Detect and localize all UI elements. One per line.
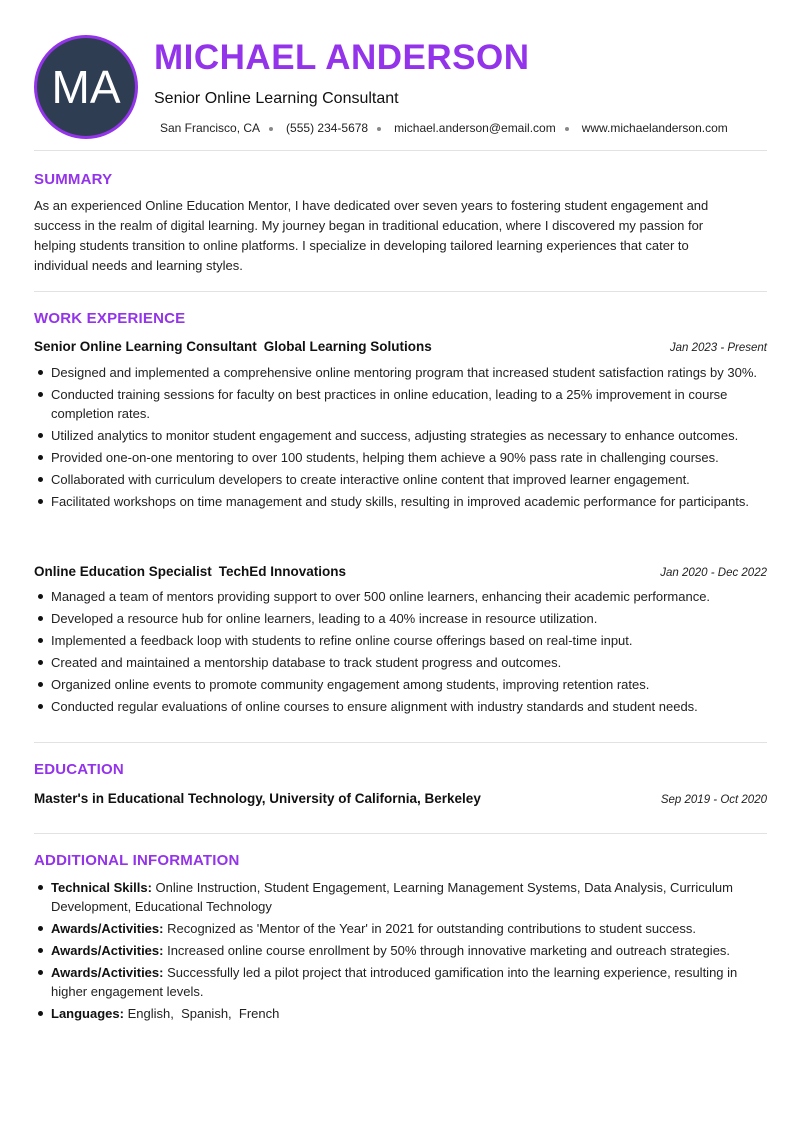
list-item: Created and maintained a mentorship database to track student progress and outcomes. — [34, 653, 767, 672]
list-item — [34, 878, 767, 916]
item-label: Awards/Activities: — [51, 943, 164, 958]
separator-dot — [565, 127, 569, 131]
item-text: Online Instruction, Student Engagement, Learning Management Systems, Data Analysis, Curriculum Development, Educational Technology — [51, 880, 733, 914]
job-dates: Jan 2023 - Present — [669, 342, 767, 354]
item-label: Technical Skills: — [51, 880, 152, 895]
divider — [34, 833, 767, 834]
education-degree: Master's in Educational Technology, University of California, Berkeley — [34, 791, 481, 806]
item-label: Awards/Activities: — [51, 965, 164, 980]
contact-website[interactable]: www.michaelanderson.com — [581, 121, 728, 135]
job-dates: Jan 2020 - Dec 2022 — [660, 567, 767, 579]
job-bullets — [34, 363, 767, 514]
item-label: Awards/Activities: — [51, 921, 164, 936]
list-item: Implemented a feedback loop with students to refine online course offerings based on real-time input. — [34, 631, 767, 650]
list-item: Organized online events to promote community engagement among students, improving retention rates. — [34, 675, 767, 694]
contact-location: San Francisco, CA — [160, 121, 261, 135]
avatar-initials: MA — [51, 61, 121, 113]
list-item — [34, 1004, 767, 1023]
list-item: Conducted training sessions for faculty on best practices in online education, leading to a 25% improvement in course completion rates. — [34, 385, 767, 423]
list-item: Designed and implemented a comprehensive online mentoring program that increased student satisfaction ratings by 30%. — [34, 363, 767, 382]
additional-list — [34, 878, 767, 1026]
list-item — [34, 941, 767, 960]
list-item — [34, 919, 767, 938]
item-text: English, Spanish, French — [127, 1006, 280, 1021]
list-item: Managed a team of mentors providing support to over 500 online learners, enhancing their academic performance. — [34, 587, 767, 606]
contact-email[interactable]: michael.anderson@email.com — [394, 121, 556, 135]
item-label: Languages: — [51, 1006, 124, 1021]
list-item: Conducted regular evaluations of online courses to ensure alignment with industry standards and student needs. — [34, 697, 767, 716]
candidate-title: Senior Online Learning Consultant — [154, 90, 399, 107]
education-heading: EDUCATION — [34, 761, 124, 778]
list-item: Collaborated with curriculum developers to create interactive online content that improved learner engagement. — [34, 470, 767, 489]
job-role: Senior Online Learning Consultant — [34, 339, 257, 354]
education-entry — [34, 790, 767, 809]
candidate-name: MICHAEL ANDERSON — [154, 38, 530, 77]
list-item: Utilized analytics to monitor student engagement and success, adjusting strategies as necessary to enhance outcomes. — [34, 426, 767, 445]
job-header — [34, 338, 767, 357]
separator-dot — [377, 127, 381, 131]
list-item — [34, 963, 767, 1001]
divider — [34, 291, 767, 292]
education-dates: Sep 2019 - Oct 2020 — [660, 794, 767, 806]
list-item: Developed a resource hub for online learners, leading to a 40% increase in resource utilization. — [34, 609, 767, 628]
summary-heading: SUMMARY — [34, 171, 113, 188]
item-text: Increased online course enrollment by 50% through innovative marketing and outreach strategies. — [167, 943, 731, 958]
separator-dot — [269, 127, 273, 131]
additional-heading: ADDITIONAL INFORMATION — [34, 852, 240, 869]
job-role: Online Education Specialist — [34, 564, 212, 579]
list-item: Provided one-on-one mentoring to over 100 students, helping them achieve a 90% pass rate in challenging courses. — [34, 448, 767, 467]
divider — [34, 742, 767, 743]
contact-row — [160, 120, 728, 136]
experience-heading: WORK EXPERIENCE — [34, 310, 186, 327]
item-text: Successfully led a pilot project that introduced gamification into the learning experience, resulting in higher engagement levels. — [51, 965, 738, 999]
job-header — [34, 563, 767, 582]
list-item: Facilitated workshops on time management and study skills, resulting in improved academic performance for participants. — [34, 492, 767, 511]
job-company: TechEd Innovations — [218, 564, 347, 579]
item-text: Recognized as 'Mentor of the Year' in 2021 for outstanding contributions to student success. — [167, 921, 696, 936]
summary-text: As an experienced Online Education Mentor, I have dedicated over seven years to fostering student engagement and success in the realm of digital learning. My journey began in traditional education, where I discovered my passion for helping students transition to online platforms. I specialize in developing tailored learning experiences that cater to individual needs and learning styles. — [34, 198, 709, 273]
contact-phone: (555) 234-5678 — [286, 121, 369, 135]
job-company: Global Learning Solutions — [263, 339, 432, 354]
job-bullets — [34, 587, 767, 719]
divider — [34, 150, 767, 151]
avatar — [34, 35, 138, 139]
